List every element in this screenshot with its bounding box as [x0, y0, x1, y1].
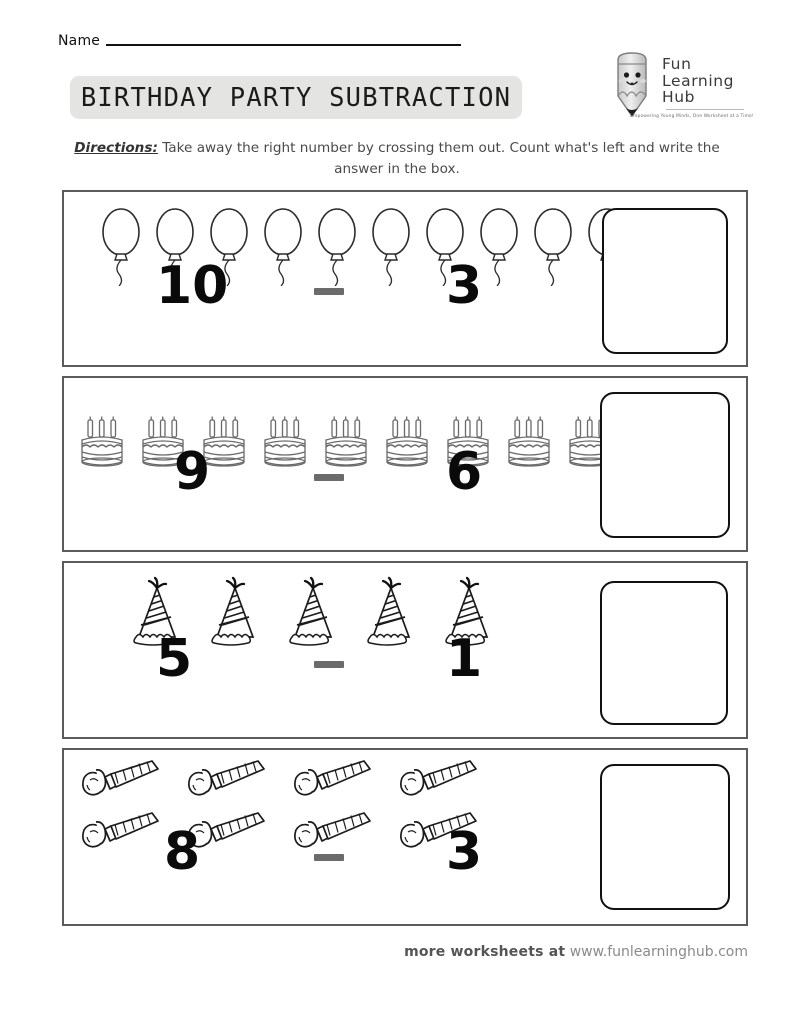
minus-operator-icon [314, 288, 344, 295]
minuend-number: 9 [174, 442, 211, 502]
directions-label: Directions: [74, 140, 158, 156]
brand-line-1: Fun [662, 55, 692, 73]
minus-operator-icon [314, 661, 344, 668]
problem-row [62, 561, 748, 739]
footer-url: www.funlearninghub.com [569, 944, 748, 960]
minuend-number: 5 [156, 629, 193, 689]
party-hat-icon[interactable] [208, 575, 262, 651]
countable-object-group [78, 758, 482, 862]
answer-box[interactable] [600, 764, 730, 910]
problem-list [62, 190, 748, 935]
balloon-icon[interactable] [260, 204, 306, 286]
balloon-icon[interactable] [530, 204, 576, 286]
minus-operator-icon [314, 854, 344, 861]
name-write-line[interactable] [106, 44, 461, 46]
party-blower-icon[interactable] [396, 758, 482, 804]
subtrahend-number: 1 [446, 629, 483, 689]
footer [62, 944, 748, 960]
party-hat-icon[interactable] [364, 575, 418, 651]
countable-object-strip [78, 758, 482, 804]
minuend-number: 10 [156, 256, 229, 316]
footer-bold-text: more worksheets at [404, 944, 566, 960]
minuend-number: 8 [164, 822, 201, 882]
subtrahend-number: 3 [446, 256, 483, 316]
answer-box[interactable] [602, 208, 728, 354]
answer-box[interactable] [600, 392, 730, 538]
directions-text: Take away the right number by crossing them out. Count what's left and write the answer in the box. [162, 140, 720, 177]
balloon-icon[interactable] [368, 204, 414, 286]
answer-box[interactable] [600, 581, 728, 725]
birthday-cake-icon[interactable] [76, 416, 128, 472]
party-blower-icon[interactable] [290, 810, 376, 856]
birthday-cake-icon[interactable] [320, 416, 372, 472]
balloon-icon[interactable] [314, 204, 360, 286]
brand-logo [608, 50, 758, 134]
party-blower-icon[interactable] [78, 810, 164, 856]
balloon-icon[interactable] [476, 204, 522, 286]
subtrahend-number: 3 [446, 822, 483, 882]
party-blower-icon[interactable] [78, 758, 164, 804]
party-blower-icon[interactable] [184, 758, 270, 804]
name-label: Name [58, 33, 101, 49]
minus-operator-icon [314, 474, 344, 481]
problem-row [62, 190, 748, 367]
subtrahend-number: 6 [446, 442, 483, 502]
party-hat-icon[interactable] [286, 575, 340, 651]
countable-object-strip [78, 810, 482, 856]
page-title: BIRTHDAY PARTY SUBTRACTION [80, 82, 512, 113]
birthday-cake-icon[interactable] [381, 416, 433, 472]
problem-row [62, 748, 748, 926]
brand-tagline: Empowering Young Minds, One Worksheet at a Time! [630, 114, 754, 119]
brand-logo-wordmark [662, 56, 734, 106]
countable-object-strip [76, 416, 616, 472]
birthday-cake-icon[interactable] [503, 416, 555, 472]
balloon-icon[interactable] [98, 204, 144, 286]
party-blower-icon[interactable] [290, 758, 376, 804]
countable-object-group [76, 416, 616, 478]
name-field-row [58, 33, 461, 49]
birthday-cake-icon[interactable] [259, 416, 311, 472]
directions [52, 138, 742, 180]
pencil-mascot-icon [608, 50, 656, 122]
brand-line-3: Hub [662, 88, 696, 106]
brand-line-2: Learning [662, 71, 735, 90]
worksheet-title-band [70, 76, 522, 119]
brand-divider [666, 109, 744, 110]
problem-row [62, 376, 748, 552]
